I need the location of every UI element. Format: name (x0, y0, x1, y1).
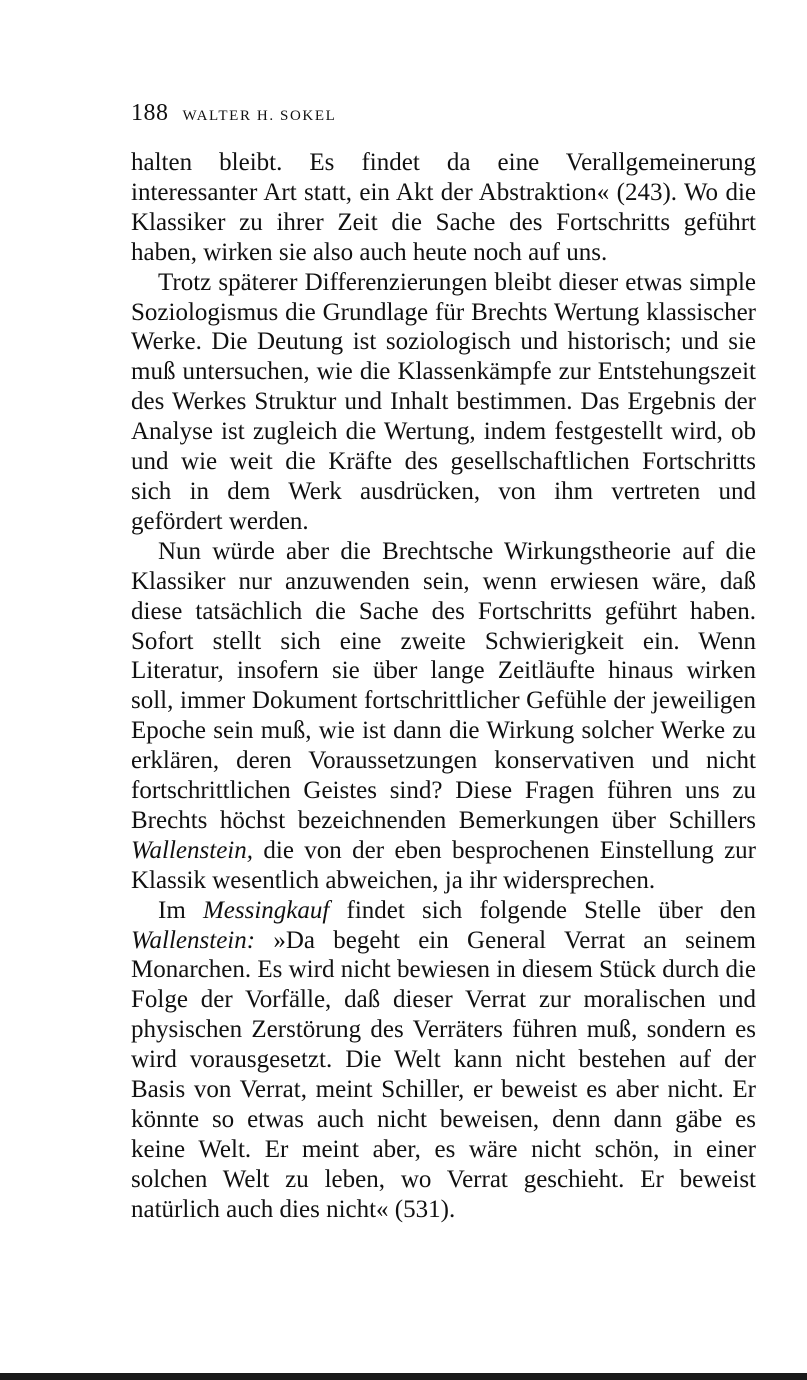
body-text (131, 148, 756, 1225)
work-title-messingkauf: Messingkauf (202, 896, 330, 924)
work-title-wallenstein-2: Wallenstein: (131, 926, 256, 954)
running-head-author: WALTER H. SOKEL (182, 108, 337, 124)
page-number: 188 (131, 100, 169, 126)
paragraph-4-part-2: findet sich folgende Stelle über den (329, 896, 756, 924)
running-header (131, 98, 336, 131)
paragraph-2: Trotz späterer Differenzierungen bleibt dieser etwas simple Soziologismus die Grundlage für Brechts Wertung klassischer Werke. Die Deutung ist soziologisch und historisch; und sie muß untersuchen, wie die Klassenkämpfe zur Entstehungszeit des Werkes Struktur und Inhalt bestimmen. Das Ergebnis der Analyse ist zugleich die Wertung, indem festgestellt wird, ob und wie weit die Kräfte des gesellschaftlichen Fortschritts sich in dem Werk ausdrücken, von ihm vertreten und gefördert werden. (131, 268, 756, 535)
paragraph-4 (131, 896, 756, 1225)
scan-edge-bar (0, 1373, 807, 1380)
work-title-wallenstein: Wallenstein, (131, 836, 253, 864)
paragraph-3-part-2: die von der eben besprochenen Einstellung zur Klassik wesentlich abweichen, ja ihr widersprechen. (131, 836, 756, 894)
paragraph-4-part-3: »Da begeht ein General Verrat an seinem Monarchen. Es wird nicht bewiesen in diesem Stück durch die Folge der Vorfälle, daß dieser Verrat zur moralischen und physischen Zerstörung des Verräters führen muß, sondern es wird vorausgesetzt. Die Welt kann nicht bestehen auf der Basis von Verrat, meint Schiller, er beweist es aber nicht. Er könnte so etwas auch nicht beweisen, denn dann gäbe es keine Welt. Er meint aber, es wäre nicht schön, in einer solchen Welt zu leben, wo Verrat geschieht. Er beweist natürlich auch dies nicht« (531). (131, 926, 756, 1223)
paragraph-3-part-1: Nun würde aber die Brechtsche Wirkungstheorie auf die Klassiker nur anzuwenden sein, wenn erwiesen wäre, daß diese tatsächlich die Sache des Fortschritts geführt haben. Sofort stellt sich eine zweite Schwierigkeit ein. Wenn Literatur, insofern sie über lange Zeitläufte hinaus wirken soll, immer Dokument fortschrittlicher Gefühle der jeweiligen Epoche sein muß, wie ist dann die Wirkung solcher Werke zu erklären, deren Voraussetzungen konservativen und nicht fortschrittlichen Geistes sind? Diese Fragen führen uns zu Brechts höchst bezeichnenden Bemerkungen über Schillers (131, 537, 756, 834)
paragraph-4-part-1: Im (158, 896, 203, 924)
paragraph-3 (131, 537, 756, 896)
paragraph-1: halten bleibt. Es findet da eine Verallgemeinerung interessanter Art statt, ein Akt der Abstraktion« (243). Wo die Klassiker zu ihrer Zeit die Sache des Fortschritts geführt haben, wirken sie also auch heute noch auf uns. (131, 149, 756, 266)
